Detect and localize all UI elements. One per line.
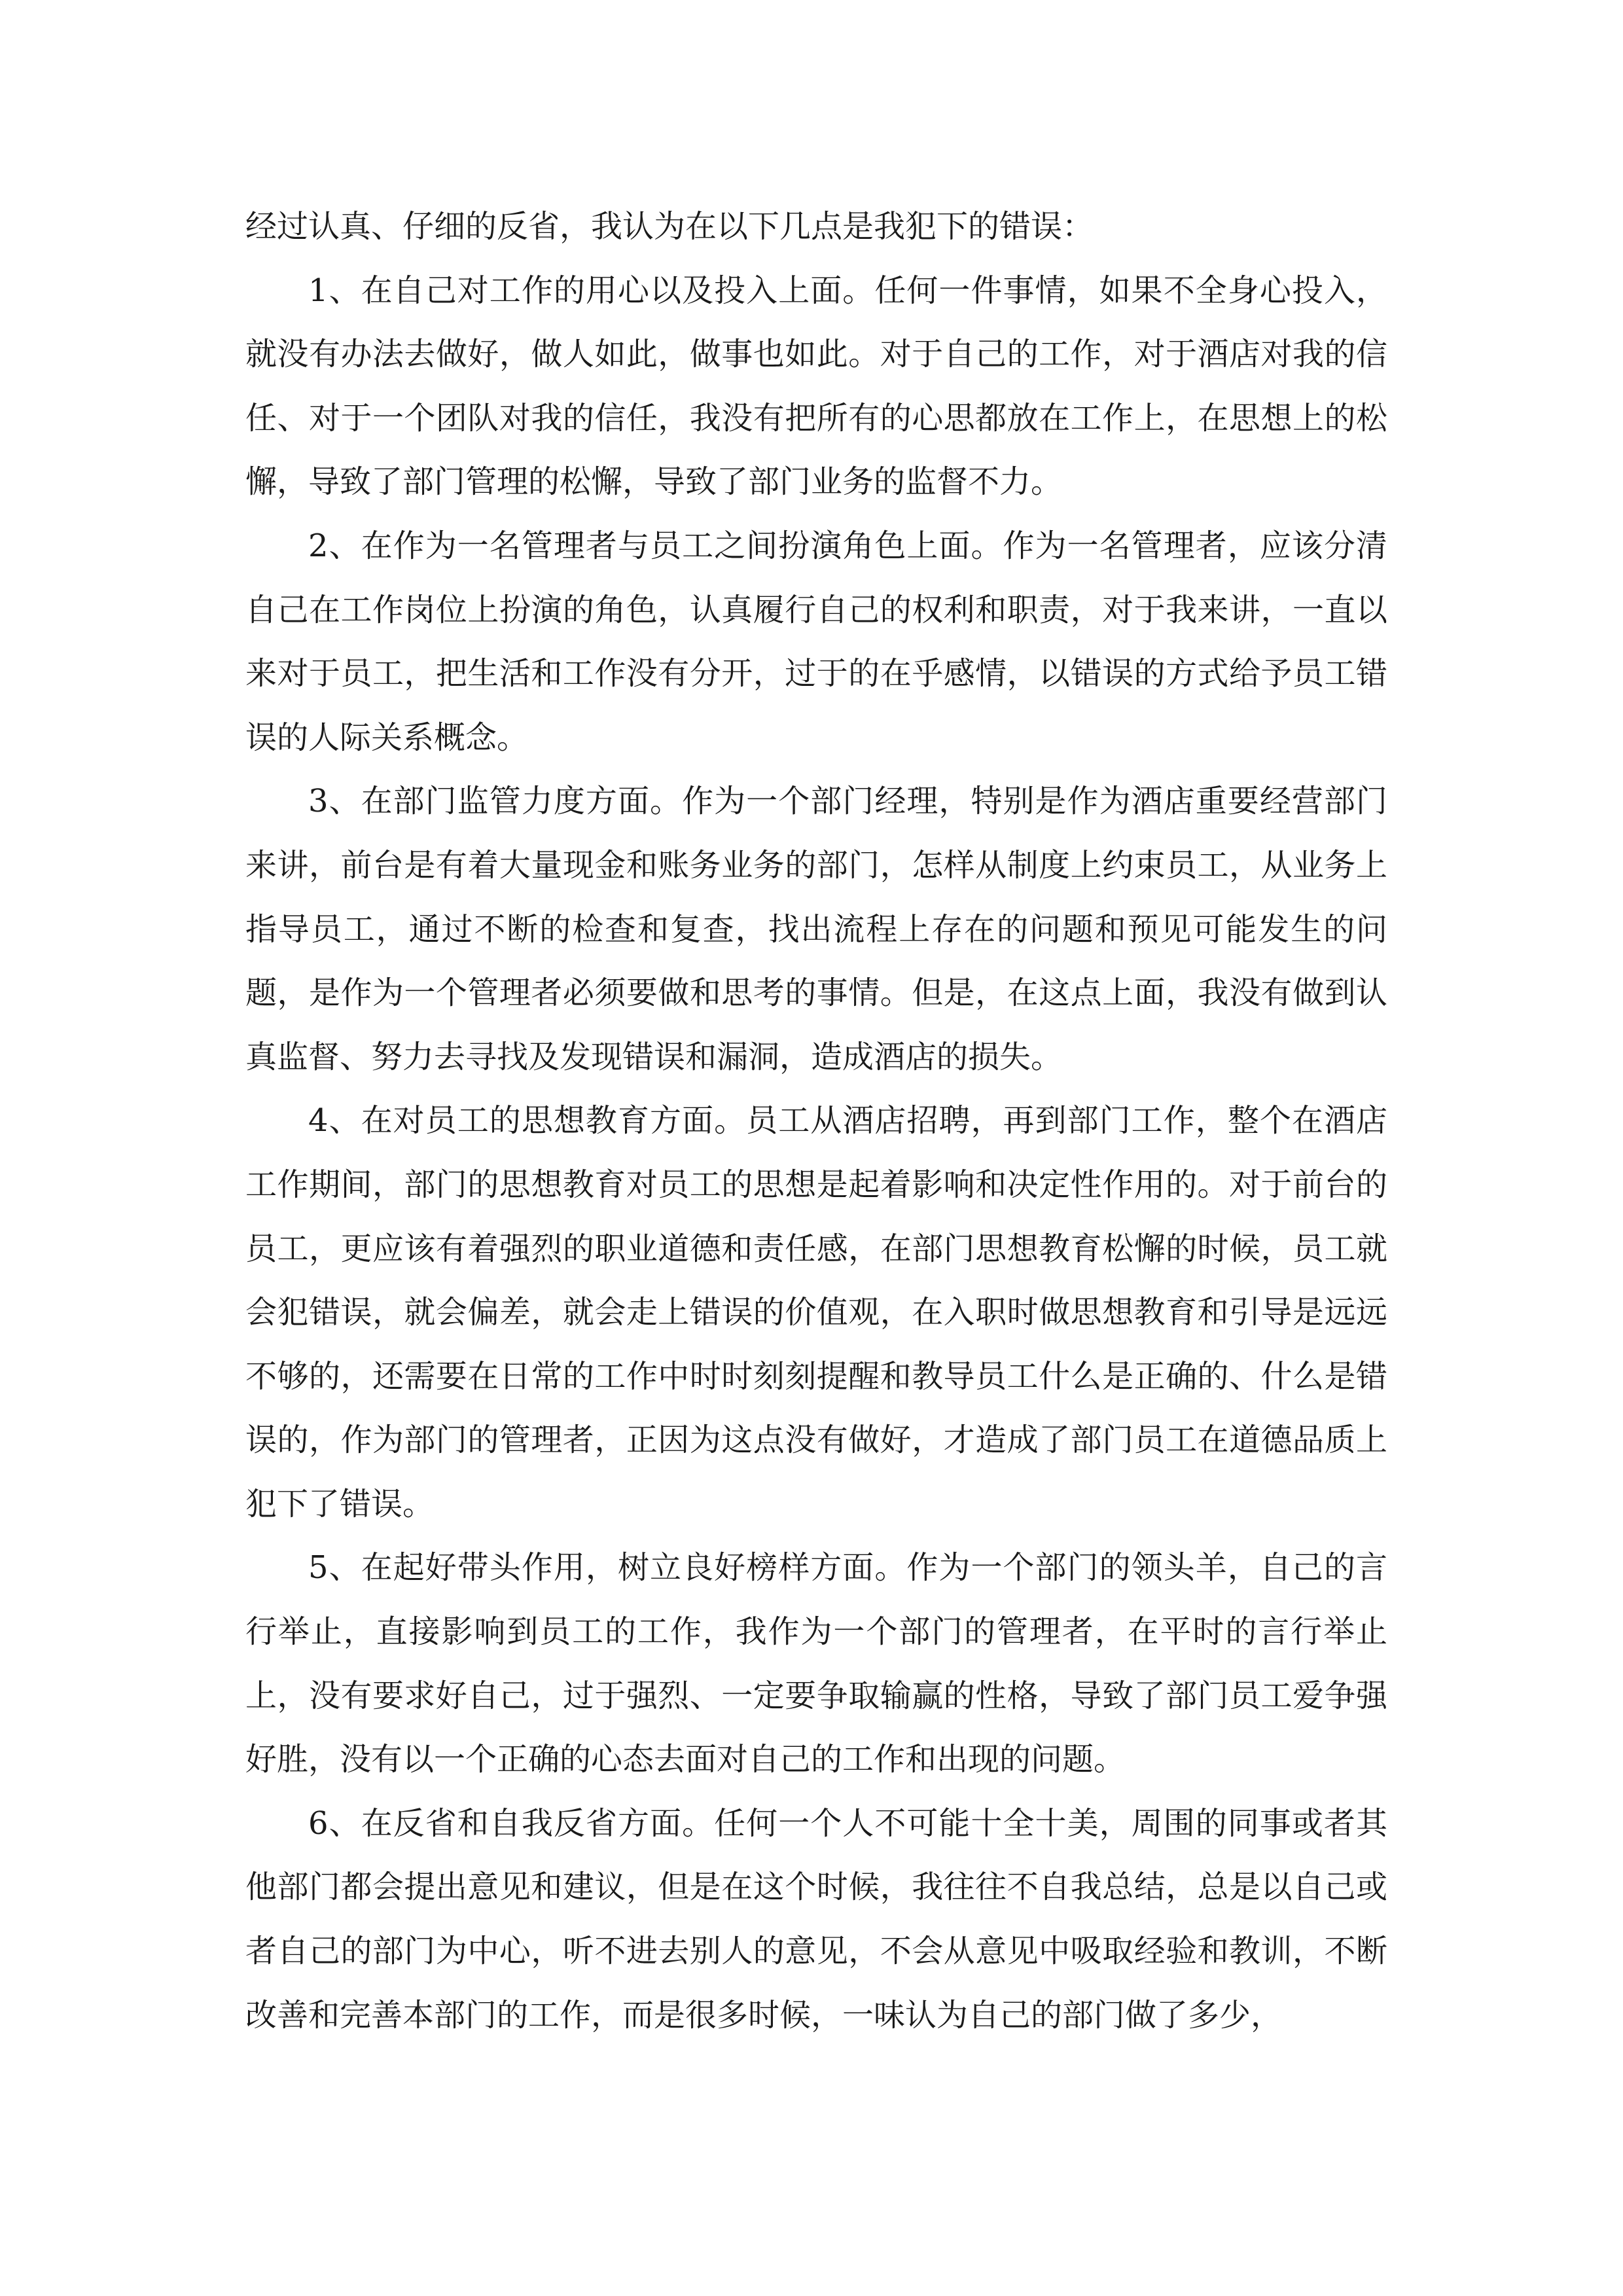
paragraph-point-3: 3、在部门监管力度方面。作为一个部门经理，特别是作为酒店重要经营部门来讲，前台是有着大量现金和账务业务的部门，怎样从制度上约束员工，从业务上指导员工，通过不断的检查和复查，找出流程上存在的问题和预见可能发生的问题，是作为一个管理者必须要做和思考的事情。但是，在这点上面，我没有做到认真监督、努力去寻找及发现错误和漏洞，造成酒店的损失。	[245, 783, 1387, 1075]
intro-paragraph: 经过认真、仔细的反省，我认为在以下几点是我犯下的错误：	[245, 208, 1094, 245]
document-body	[245, 195, 1387, 2047]
paragraph-point-4: 4、在对员工的思想教育方面。员工从酒店招聘，再到部门工作，整个在酒店工作期间，部门的思想教育对员工的思想是起着影响和决定性作用的。对于前台的员工，更应该有着强烈的职业道德和责任感，在部门思想教育松懈的时候，员工就会犯错误，就会偏差，就会走上错误的价值观，在入职时做思想教育和引导是远远不够的，还需要在日常的工作中时时刻刻提醒和教导员工什么是正确的、什么是错误的，作为部门的管理者，正因为这点没有做好，才造成了部门员工在道德品质上犯下了错误。	[245, 1102, 1387, 1522]
paragraph-point-1: 1、在自己对工作的用心以及投入上面。任何一件事情，如果不全身心投入，就没有办法去做好，做人如此，做事也如此。对于自己的工作，对于酒店对我的信任、对于一个团队对我的信任，我没有把所有的心思都放在工作上，在思想上的松懈，导致了部门管理的松懈，导致了部门业务的监督不力。	[245, 272, 1387, 501]
paragraph-point-6: 6、在反省和自我反省方面。任何一个人不可能十全十美，周围的同事或者其他部门都会提出意见和建议，但是在这个时候，我往往不自我总结，总是以自己或者自己的部门为中心，听不进去别人的意见，不会从意见中吸取经验和教训，不断改善和完善本部门的工作，而是很多时候，一味认为自己的部门做了多少，	[245, 1804, 1387, 2034]
paragraph-point-2: 2、在作为一名管理者与员工之间扮演角色上面。作为一名管理者，应该分清自己在工作岗位上扮演的角色，认真履行自己的权利和职责，对于我来讲，一直以来对于员工，把生活和工作没有分开，过于的在乎感情，以错误的方式给予员工错误的人际关系概念。	[245, 527, 1387, 756]
paragraph-point-5: 5、在起好带头作用，树立良好榜样方面。作为一个部门的领头羊，自己的言行举止，直接影响到员工的工作，我作为一个部门的管理者，在平时的言行举止上，没有要求好自己，过于强烈、一定要争取输赢的性格，导致了部门员工爱争强好胜，没有以一个正确的心态去面对自己的工作和出现的问题。	[245, 1549, 1387, 1778]
